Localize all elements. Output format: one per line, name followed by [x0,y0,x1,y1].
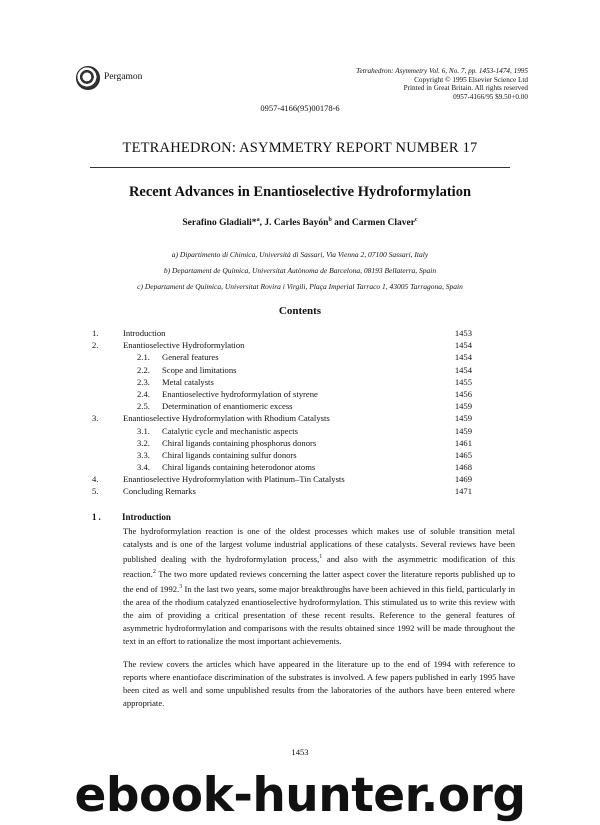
toc-page: 1468 [454,462,472,473]
author-mark: a [256,217,260,223]
toc-page: 1459 [454,401,472,412]
paragraph-text: The two more updated reviews concerning the latter aspect cover the literature reports published up to the end of 1992. [123,568,515,594]
journal-line: Tetrahedron: Asymmetry Vol. 6, No. 7, pp. 1453-1474, 1995 [356,67,528,75]
paragraph-text: The hydroformylation reaction is one of the oldest processes which makes use of soluble transition metal catalysts and is one of the largest volume industrial applications of these catalysts. Several reviews have been published dealing with the hydroformylation process, [123,526,515,564]
toc-label: Metal catalysts [162,376,214,387]
toc-row [92,450,472,462]
divider [90,167,510,168]
toc-row [92,438,472,450]
author-separator: , [259,218,265,229]
toc-row [92,474,472,486]
toc-label: Enantioselective Hydroformylation [123,340,245,351]
body-paragraph: The review covers the articles which have appeared in the literature up to the end of 1994 with reference to reports where enantioface discrimination of the substrates is involved. A few papers published in early 1995 have been cited as well and some unpublished results from the laboratories of the authors have been entered where appropriate. [123,659,515,708]
toc-page: 1471 [454,486,472,497]
toc-number: 3.1. [137,425,150,436]
author-list [0,217,600,228]
copyright-line: Copyright © 1995 Elsevier Science Ltd [414,75,528,84]
toc-row [92,426,472,438]
author-name: Carmen Claver [351,218,415,229]
toc-label: Chiral ligands containing heterodonor atoms [162,462,316,473]
toc-number: 2.1. [137,352,150,363]
author-mark: c [414,217,418,223]
toc-label: Scope and limitations [162,364,237,375]
report-title: TETRAHEDRON: ASYMMETRY REPORT NUMBER 17 [122,140,478,156]
toc-label: General features [162,352,219,363]
toc-row [92,328,472,340]
paragraph-text: In the last two years, some major breakthroughs have been achieved in this field, particularly in the area of the rhodium catalyzed enantioselective hydroformylation. This stimulated us to write this review with the aim of providing a critical presentation of these recent results. Reference to the general features of asymmetric hydroformylation and comparisons with the results obtained since 1992 will be made throughout the text in an effort to rationalize the most important achievements. [123,583,515,646]
toc-row [92,413,472,425]
journal-header [356,67,528,101]
toc-number: 3.2. [137,437,150,448]
citation: 3 [179,583,183,590]
toc-row [92,365,472,377]
toc-page: 1454 [454,352,472,363]
toc-number: 3.4. [137,462,150,473]
toc-page: 1454 [454,364,472,375]
toc-number: 2.3. [137,376,150,387]
toc-label: Concluding Remarks [123,486,196,497]
issn: 0957-4166(95)00178-6 [260,103,340,113]
table-of-contents [92,328,472,499]
toc-label: Chiral ligands containing phosphorus donors [162,437,317,448]
toc-row [92,389,472,401]
toc-page: 1456 [454,388,472,399]
affiliation: c) Departament de Química, Universitat Rovira i Virgili, Plaça Imperial Tarraco 1, 43005 Tarragona, Spain [137,282,463,291]
price-line: 0957-4166/95 $9.50+0.00 [453,92,528,101]
article-title: Recent Advances in Enantioselective Hydroformylation [128,184,472,200]
toc-page: 1461 [454,437,472,448]
toc-label: Enantioselective Hydroformylation with Rhodium Catalysts [123,413,330,424]
toc-number: 5. [92,486,99,497]
contents-title: Contents [278,305,322,317]
toc-page: 1459 [454,425,472,436]
author-name: Serafino Gladiali* [182,218,257,229]
toc-label: Catalytic cycle and mechanistic aspects [162,425,299,436]
toc-number: 3. [92,413,99,424]
section-heading [92,512,171,522]
author-name: J. Carles Bayón [264,218,329,229]
toc-number: 4. [92,474,99,485]
toc-page: 1465 [454,449,472,460]
publisher-name: Pergamon [104,72,143,82]
toc-row [92,352,472,364]
toc-label: Enantioselective hydroformylation of styrene [162,388,318,399]
toc-number: 2. [92,340,99,351]
toc-number: 3.3. [137,449,150,460]
affiliation: b) Departament de Química, Universitat Autònoma de Barcelona, 08193 Bellaterra, Spain [163,266,437,275]
citation: 2 [152,568,156,575]
toc-row [92,377,472,389]
toc-page: 1454 [454,340,472,351]
toc-page: 1469 [454,474,472,485]
author-mark: b [328,217,332,223]
watermark: ebook-hunter.org [74,768,526,823]
toc-number: 1. [92,328,99,338]
toc-label: Chiral ligands containing sulfur donors [162,449,297,460]
pergamon-logo-icon [76,66,100,90]
toc-row [92,462,472,474]
toc-row [92,401,472,413]
affiliation: a) Dipartimento di Chimica, Università di Sassari, Via Vienna 2, 07100 Sassari, Italy [171,250,429,259]
printed-line: Printed in Great Britain. All rights reserved [403,84,528,93]
toc-label: Introduction [123,328,166,338]
toc-number: 2.4. [137,388,150,399]
section-title: Introduction [122,512,171,522]
toc-label: Determination of enantiomeric excess [162,401,293,412]
page-number: 1453 [291,747,309,757]
citation: 1 [319,554,323,560]
section-number: 1. [92,512,103,522]
toc-row [92,486,472,498]
toc-row [92,340,472,352]
paragraph-text: and also with the asymmetric modification of this reaction. [123,553,515,579]
toc-page: 1453 [454,328,472,338]
body-paragraph [123,525,515,648]
toc-label: Enantioselective Hydroformylation with Platinum–Tin Catalysts [123,474,345,485]
toc-number: 2.5. [137,401,150,412]
author-separator: and [331,218,352,229]
toc-page: 1455 [454,376,472,387]
toc-page: 1459 [454,413,472,424]
toc-number: 2.2. [137,364,150,375]
